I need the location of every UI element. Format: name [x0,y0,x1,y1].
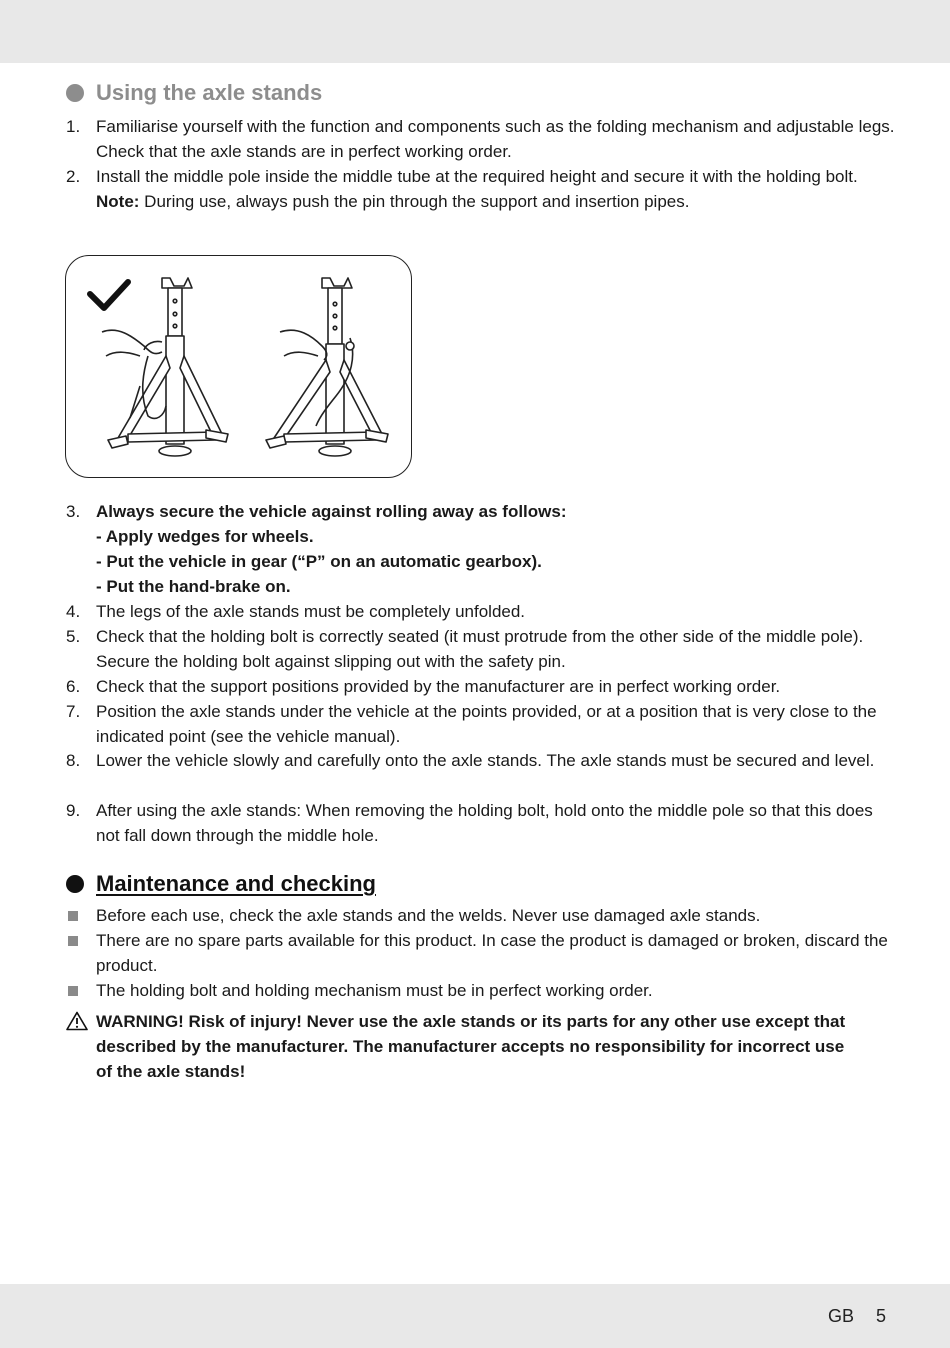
language-code: GB [827,1306,854,1326]
item-bold-line: - Put the hand-brake on. [96,577,291,596]
note-text: During use, always push the pin through the support and insertion pipes. [139,192,690,211]
item-text: Position the axle stands under the vehicle at the points provided, or at a position that is very close to the indicated point (see the vehicle manual). [96,702,877,746]
list-item [66,499,896,599]
list-item [66,699,896,749]
list-item [66,798,896,848]
item-text: The holding bolt and holding mechanism must be in perfect working order. [96,981,653,1000]
item-text: Lower the vehicle slowly and carefully onto the axle stands. The axle stands must be secured and level. [96,751,875,770]
item-text: The legs of the axle stands must be completely unfolded. [96,602,526,621]
warning-triangle-icon [66,1011,88,1031]
section-title: Maintenance and checking [96,871,376,896]
item-text: Check that the holding bolt is correctly seated (it must protrude from the other side of the middle pole). Secure the holding bolt against slipping out with the safety pin. [96,627,864,671]
item-number: 8. [66,751,81,770]
list-item [66,748,896,798]
axle-stand-right [266,278,388,456]
item-number: 9. [66,801,81,820]
section-heading-using [66,80,322,106]
item-number: 3. [66,502,81,521]
list-item [66,903,896,928]
item-text: Check that the support positions provided by the manufacturer are in perfect working order. [96,677,781,696]
list-item [66,674,896,699]
list-item [66,928,896,978]
item-bold-line: - Apply wedges for wheels. [96,527,314,546]
item-number: 2. [66,167,81,186]
axle-stands-drawing [66,256,413,479]
square-bullet-icon [68,936,78,946]
section-title: Using the axle stands [96,80,323,105]
item-text: Before each use, check the axle stands and the welds. Never use damaged axle stands. [96,906,761,925]
item-text-block [96,164,896,214]
item-number: 1. [66,117,81,136]
section-heading-maintenance [66,871,376,897]
item-text: Familiarise yourself with the function and components such as the folding mechanism and adjustable legs. Check that the axle stands are in perfect working order. [96,117,895,161]
item-number: 4. [66,602,81,621]
item-text: After using the axle stands: When removing the holding bolt, hold onto the middle pole so that this does not fall down through the middle hole. [96,801,873,845]
item-text: Install the middle pole inside the middle tube at the required height and secure it with the holding bolt. [96,167,858,186]
item-number: 6. [66,677,81,696]
note-label: Note: [96,192,140,211]
bottom-band [0,1284,950,1348]
page-number: 5 [875,1306,886,1326]
item-number: 5. [66,627,81,646]
square-bullet-icon [68,911,78,921]
list-item [66,978,896,1003]
item-bold-line: - Put the vehicle in gear (“P” on an automatic gearbox). [96,552,542,571]
page-footer [828,1306,886,1327]
item-text-block [96,499,896,599]
list-item [66,599,896,624]
circle-bullet-icon [66,875,84,893]
checkmark-icon [90,282,128,308]
square-bullet-icon [68,986,78,996]
circle-bullet-icon [66,84,84,102]
warning-text: WARNING! Risk of injury! Never use the axle stands or its parts for any other use except that described by the manufacturer. The manufacturer accepts no responsibility for incorrect use of the axle stands! [96,1012,846,1081]
top-band [0,0,950,63]
axle-stands-illustration [65,255,412,478]
item-bold-line: Always secure the vehicle against rolling away as follows: [96,502,567,521]
list-item [66,624,896,674]
list-item [66,164,896,214]
item-text: There are no spare parts available for this product. In case the product is damaged or broken, discard the product. [96,931,888,975]
item-number: 7. [66,702,81,721]
list-item [66,114,896,164]
axle-stand-left [102,278,228,456]
